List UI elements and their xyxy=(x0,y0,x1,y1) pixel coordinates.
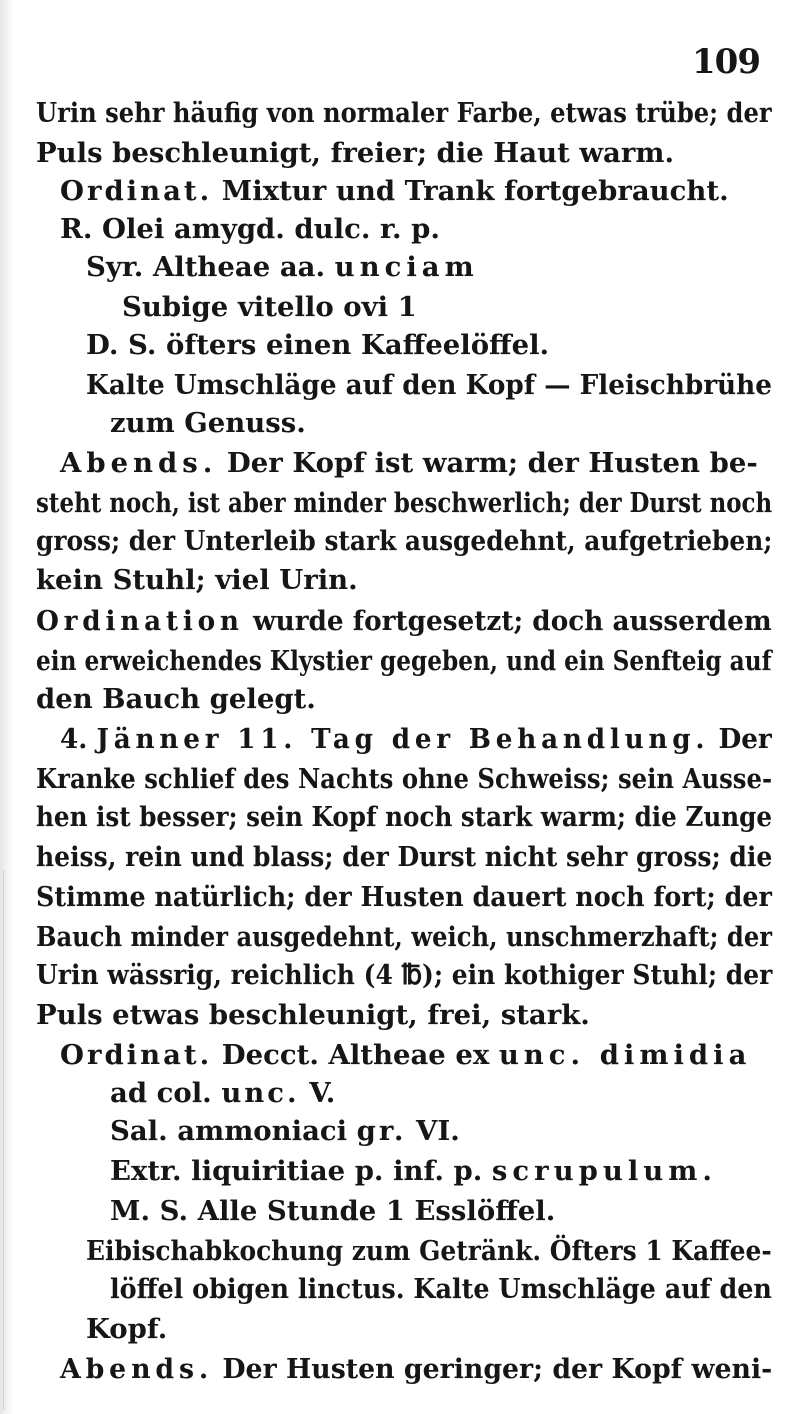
text-line: Stimme natürlich; der Husten dauert noch fort; der xyxy=(36,881,772,913)
text-line: heiss, rein und blass; der Durst nicht sehr gross; die xyxy=(36,841,773,873)
text-line: Urin sehr häufig von normaler Farbe, etwas trübe; der xyxy=(36,97,772,129)
text-line: zum Genuss. xyxy=(110,407,306,439)
page-edge-line xyxy=(3,870,4,1410)
text-line: hen ist besser; sein Kopf noch stark warm; die Zunge xyxy=(36,801,773,833)
text-line: löffel obigen linctus. Kalte Umschläge auf den xyxy=(110,1273,772,1305)
text-line: Bauch minder ausgedehnt, weich, unschmerzhaft; der xyxy=(36,921,773,953)
text-line: Abends. Der Kopf ist warm; der Husten be- xyxy=(60,447,758,479)
page-number: 109 xyxy=(692,42,760,82)
text-line: steht noch, ist aber minder beschwerlich; der Durst noch xyxy=(36,487,773,519)
prescription-line: M. S. Alle Stunde 1 Esslöffel. xyxy=(110,1195,556,1227)
text-line: Urin wässrig, reichlich (4 ℔); ein kothiger Stuhl; der xyxy=(36,959,773,991)
prescription-line: Sal. ammoniaci gr. VI. xyxy=(110,1115,460,1147)
text-line: Puls beschleunigt, freier; die Haut warm. xyxy=(36,137,675,169)
text-line: D. S. öfters einen Kaffeelöffel. xyxy=(86,329,550,361)
text-line: Kopf. xyxy=(86,1313,168,1345)
prescription-line: Extr. liquiritiae p. inf. p. scrupulum. xyxy=(110,1155,717,1187)
text-line: gross; der Unterleib stark ausgedehnt, aufgetrieben; xyxy=(36,525,773,557)
text-line: Syr. Altheae aa. unciam xyxy=(86,251,479,283)
text-line: Kalte Umschläge auf den Kopf — Fleischbrühe xyxy=(86,369,772,401)
text-line: Subige vitello ovi 1 xyxy=(122,291,417,323)
text-line: Ordination wurde fortgesetzt; doch ausserdem xyxy=(36,605,772,637)
section-heading: 4. Jänner 11. Tag der Behandlung. Der xyxy=(60,723,772,755)
prescription-line: Ordinat. Decct. Altheae ex unc. dimidia xyxy=(60,1039,752,1071)
text-line: kein Stuhl; viel Urin. xyxy=(36,564,358,596)
text-line: Abends. Der Husten geringer; der Kopf weni- xyxy=(60,1353,773,1385)
text-line: R. Olei amygd. dulc. r. p. xyxy=(60,213,440,245)
text-line: Ordinat. Mixtur und Trank fortgebraucht. xyxy=(60,175,729,207)
text-line: Puls etwas beschleunigt, frei, stark. xyxy=(36,999,590,1031)
text-line: ein erweichendes Klystier gegeben, und ein Senfteig auf xyxy=(36,645,772,677)
prescription-line: ad col. unc. V. xyxy=(110,1077,336,1109)
text-line: Kranke schlief des Nachts ohne Schweiss; sein Ausse- xyxy=(36,763,773,795)
text-line: den Bauch gelegt. xyxy=(36,683,316,715)
text-line: Eibischabkochung zum Getränk. Öfters 1 Kaffee- xyxy=(86,1235,772,1267)
